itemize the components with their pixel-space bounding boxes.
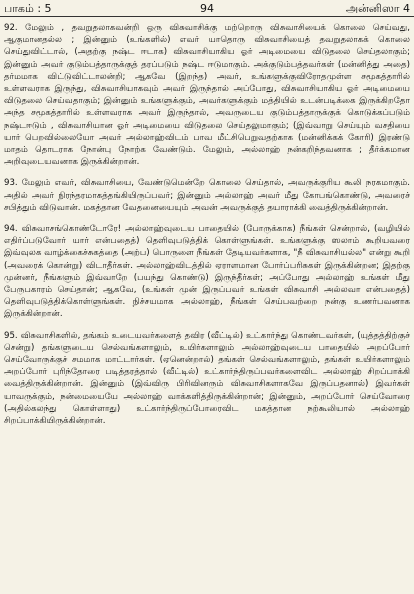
volume-label: பாகம் : 5 xyxy=(4,2,52,15)
page-body xyxy=(4,22,410,427)
verse-92: 92. மேலும் , தவறுதலாகவன்றி ஒரு விசுவாசிக்கு மற்றொரு விசுவாசியைக் கொலை செய்வது, ஆகுமானதல்ல ; இன்னும் (உங்களில்) எவர் யாதொரு விசுவாசியைத் தவறுதலாகக் கொலை செய்துவிட்டால், (அதற்கு நஷ்ட ஈடாக) விசுவாசியாகிய ஓர் அடிமையை விடுதலை செய்தலாகும்; இன்னும் அவர் குடும்பத்தாருக்குத் தரப்படும் நஷ்ட ஈடுமாகும். அக்குடும்பத்தவர்கள் (மன்னித்து அதை) தர்மமாக விட்டுவிட்டாலன்றி; ஆகவே (இறந்த) அவர், உங்களுக்குவிரோதமுள்ள சமூகத்தாரில் உள்ளவராக இருந்து, விசுவாசியாகவும் அவர் இருந்தால் அப்போது, விசுவாசியாகிய ஓர் அடிமையை விடுதலை செய்வதாகும்; இன்னும் உங்களுக்கும், அவர்களுக்கும் மத்தியில் உடன்படிக்கை இருக்கிறதோ அந்த சமூகத்தாரில் உள்ளவராக அவர் இருந்தால், அவருடைய குடும்பத்தாருக்குக் கொடுக்கப்படும் நஷ்டஈடும் , விசுவாசியான ஓர் அடிமையை விடுதலை செய்தலுமாகும்; (இவ்வாறு செய்யும் வசதியை யார் பெறவில்லையோ அவர் அல்லாஹ்விடம் பாவ மீட்சிபெறுவதற்காக (மன்னிக்கக் கோரி) இரண்டு மாதம் தொடராக நோன்பு நோற்க வேண்டும். மேலும், அல்லாஹ் நன்கறிந்தவனாக ; தீர்க்கமான அறிவுடையவனாக இருக்கின்றான். xyxy=(4,23,410,168)
header-divider xyxy=(0,16,414,17)
verse-94: 94. விசுவாசங்கொண்டோரே! அல்லாஹ்வுடைய பாதையில் (போருக்காக) நீங்கள் சென்றால், (வழியில் எதிர்ப்படுவோர் யார் என்பதைத்) தெளிவுபடுத்திக் கொள்ளுங்கள். உங்களுக்கு ஸலாம் கூறியவரை இவ்வுலக வாழ்க்கைச்சுகத்தை (அற்ப) பொருளை நீங்கள் தேடியவர்களாக, "நீ விசுவாசியல்ல" என்று கூறி (அவரைக் கொன்று) விடாதீர்கள். அல்லாஹ்விடத்தில் ஏராளமான போர்ப்பரிசுகள் இருக்கின்றன; இதற்கு முன்னர், நீங்களும் இவ்வாறே (பயந்து கொண்டு) இருந்தீர்கள்; அப்போது அல்லாஹ் உங்கள் மீது பேருபகாரம் செய்தான்; ஆகவே, (உங்கள் முன் இருப்பவர் உங்கள் விசுவாசி அல்லவா என்பதைத்) தெளிவுபடுத்திக்கொள்ளுங்கள். நிச்சயமாக அல்லாஹ், நீங்கள் செய்பவற்றை நன்கு உணர்பவனாக இருக்கின்றான். xyxy=(4,224,410,320)
verse-93: 93. மேலும் எவர், விசுவாசியை, வேண்டுமென்றே கொலை செய்தால், அவருக்குரிய கூலி நரகமாகும். அதில் அவர் நிரந்தரமாகத்தங்கியிருப்பவர்; இன்னும் அல்லாஹ் அவர் மீது கோபங்கொண்டு, அவரைச் சபித்தும் விடுவான். மகத்தான வேதனையையும் அவன் அவருக்குத் தயாராக்கி வைத்திருக்கின்றான். xyxy=(4,178,410,213)
chapter-label: அன்னிஸா 4 xyxy=(345,2,410,15)
verse-95: 95. விசுவாசிகளில், தங்கம் உடையவர்களைத் தவிர (வீட்டில்) உட்கார்ந்து கொண்டவர்கள், (யுத்தத்திற்குச் சென்று) தங்களுடைய செல்வங்களாலும், உயிர்களாலும் அல்லாஹ்வுடைய பாதையில் அறப்போர் செய்வோருக்குச் சமமாக மாட்டார்கள். (ஏனென்றால்) தங்கள் செல்வங்களாலும், தங்கள் உயிர்களாலும் அறப்போர் புரிந்தோரை படித்தரத்தால் (வீட்டில்) உட்கார்ந்திருப்பவர்களைவிட அல்லாஹ் சிறப்பாக்கி வைத்திருக்கின்றான். இன்னும் (இவ்விரு பிரிவினரும் விசுவாசிகளாகவே இருப்பதனால்) இவர்கள் யாவருக்கும், நன்மையையே அல்லாஹ் வாக்களித்திருக்கின்றான்; இன்னும், அறப்போர் செய்வோரை (அதில்கலந்து கொள்ளாது) உட்கார்ந்திருப்போரைவிட மகத்தான நற்கூலியால் அல்லாஹ் சிறப்பாக்கியிருக்கின்றான். xyxy=(4,330,410,427)
page-number: 94 xyxy=(200,2,214,15)
